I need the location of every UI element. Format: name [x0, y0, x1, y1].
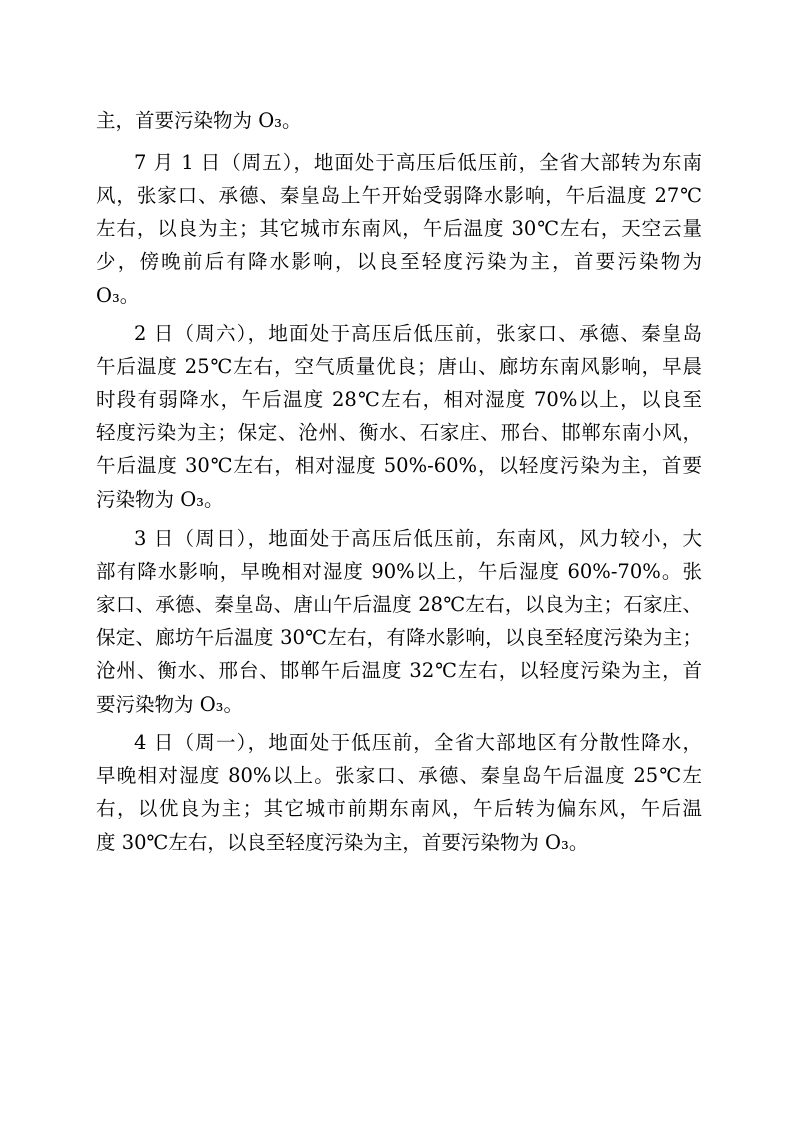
text-line: 主，首要污染物为 O₃。	[96, 109, 302, 132]
text-line: 时段有弱降水，午后温度 28℃左右，相对湿度 70%以上，以良至	[96, 388, 702, 411]
text-line: O₃。	[96, 284, 140, 307]
text-line: 2 日（周六），地面处于高压后低压前，张家口、承德、秦皇岛	[134, 322, 702, 345]
text-line: 度 30℃左右，以良至轻度污染为主，首要污染物为 O₃。	[96, 831, 589, 854]
text-line: 污染物为 O₃。	[96, 488, 224, 511]
text-line: 右，以优良为主；其它城市前期东南风，午后转为偏东风，午后温	[96, 797, 702, 820]
text-line: 4 日（周一），地面处于低压前，全省大部地区有分散性降水，	[134, 731, 702, 754]
text-line: 3 日（周日），地面处于高压后低压前，东南风，风力较小，大	[134, 527, 702, 550]
text-line: 沧州、衡水、邢台、邯郸午后温度 32℃左右，以轻度污染为主，首	[96, 659, 702, 682]
text-line: 保定、廊坊午后温度 30℃左右，有降水影响，以良至轻度污染为主；	[96, 626, 702, 649]
text-line: 早晚相对湿度 80%以上。张家口、承德、秦皇岛午后温度 25℃左	[96, 764, 702, 787]
text-line: 要污染物为 O₃。	[96, 693, 244, 716]
text-line: 轻度污染为主；保定、沧州、衡水、石家庄、邢台、邯郸东南小风，	[96, 421, 702, 444]
text-line: 午后温度 30℃左右，相对湿度 50%-60%，以轻度污染为主，首要	[96, 454, 702, 477]
text-line: 风，张家口、承德、秦皇岛上午开始受弱降水影响，午后温度 27℃	[96, 184, 702, 207]
text-line: 部有降水影响，早晚相对湿度 90%以上，午后湿度 60%-70%。张	[96, 560, 702, 583]
text-line: 左右，以良为主；其它城市东南风，午后温度 30℃左右，天空云量	[96, 217, 702, 240]
text-line: 少，傍晚前后有降水影响，以良至轻度污染为主，首要污染物为	[96, 250, 702, 273]
text-line: 午后温度 25℃左右，空气质量优良；唐山、廊坊东南风影响，早晨	[96, 355, 702, 378]
text-line: 家口、承德、秦皇岛、唐山午后温度 28℃左右，以良为主；石家庄、	[96, 593, 702, 616]
text-line: 7 月 1 日（周五），地面处于高压后低压前，全省大部转为东南	[134, 151, 702, 174]
